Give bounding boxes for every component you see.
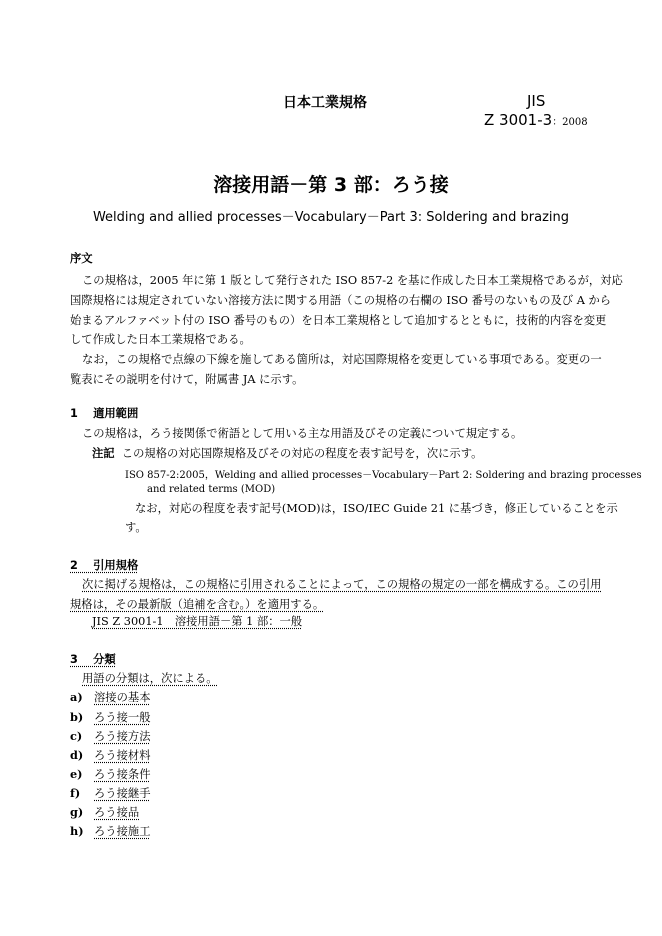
item-key: d) (70, 748, 84, 762)
item-label: ろう接品 (94, 806, 140, 819)
section2-heading: 2 引用規格 (70, 559, 139, 572)
standard-number (484, 110, 588, 129)
mod-line: す。 (125, 521, 147, 534)
preface-line: 国際規格には規定されていない溶接方法に関する用語（この規格の右欄の ISO 番号のないもの及び A から (70, 294, 612, 307)
preface-line: なお，この規格で点線の下線を施してある箇所は，対応国際規格を変更している事項である。変更の一 (82, 353, 602, 366)
item-key: b) (70, 710, 84, 724)
standard-name: 日本工業規格 (283, 95, 367, 111)
list-item (70, 747, 151, 763)
reference-line: and related terms (MOD) (147, 484, 276, 495)
section2-text: 次に掲げる規格は，この規格に引用されることによって，この規格の規定の一部を構成する。この引用 (82, 578, 602, 591)
standard-number-main: Z 3001-3 (484, 111, 553, 129)
title-en: Welding and allied processes－Vocabulary－Part 3: Soldering and brazing (92, 210, 570, 225)
standard-year: ：2008 (552, 117, 588, 128)
list-item (70, 728, 151, 744)
item-label: ろう接施工 (94, 825, 151, 838)
preface-heading: 序文 (70, 252, 93, 265)
item-key: g) (70, 805, 84, 819)
preface-line: 覧表にその説明を付けて，附属書 JA に示す。 (70, 373, 304, 386)
item-label: 溶接の基本 (94, 691, 151, 704)
list-item (70, 689, 151, 705)
item-label: ろう接材料 (94, 749, 151, 762)
item-label: ろう接一般 (94, 711, 151, 724)
note-text: この規格の対応国際規格及びその対応の程度を表す記号を，次に示す。 (121, 447, 483, 460)
jis-label: JIS (527, 92, 546, 110)
preface-line: して作成した日本工業規格である。 (70, 333, 251, 346)
section2-reference: JIS Z 3001-1 溶接用語－第 1 部：一般 (92, 615, 303, 628)
item-label: ろう接方法 (94, 730, 151, 743)
item-key: e) (70, 767, 83, 781)
section1-note (92, 445, 482, 461)
list-item (70, 709, 151, 725)
mod-line: なお，対応の程度を表す記号(MOD)は，ISO/IEC Guide 21 に基づき，修正していることを示 (135, 502, 618, 515)
section1-text: この規格は，ろう接関係で術語として用いる主な用語及びその定義について規定する。 (82, 427, 523, 440)
list-item (70, 766, 151, 782)
section3-intro: 用語の分類は，次による。 (82, 672, 218, 685)
note-label: 注記 (92, 447, 115, 460)
item-key: c) (70, 729, 83, 743)
preface-line: この規格は，2005 年に第 1 版として発行された ISO 857-2 を基に作成した日本工業規格であるが，対応 (82, 274, 623, 287)
list-item (70, 785, 151, 801)
reference-line: ISO 857-2:2005，Welding and allied processes－Vocabulary－Part 2: Soldering and brazing processes (125, 470, 642, 481)
item-key: a) (70, 690, 83, 704)
section2-text: 規格は，その最新版（追補を含む。）を適用する。 (70, 598, 325, 611)
list-item (70, 823, 151, 839)
item-label: ろう接継手 (94, 787, 151, 800)
item-label: ろう接条件 (94, 768, 151, 781)
section1-heading: 1 適用範囲 (70, 407, 139, 420)
list-item (70, 804, 139, 820)
title-ja: 溶接用語－第 3 部：ろう接 (213, 174, 449, 196)
section3-heading: 3 分類 (70, 653, 116, 666)
item-key: h) (70, 824, 84, 838)
preface-line: 始まるアルファベット付の ISO 番号のもの）を日本工業規格として追加するとともに，技術的内容を変更 (70, 314, 607, 327)
item-key: f) (70, 786, 81, 800)
